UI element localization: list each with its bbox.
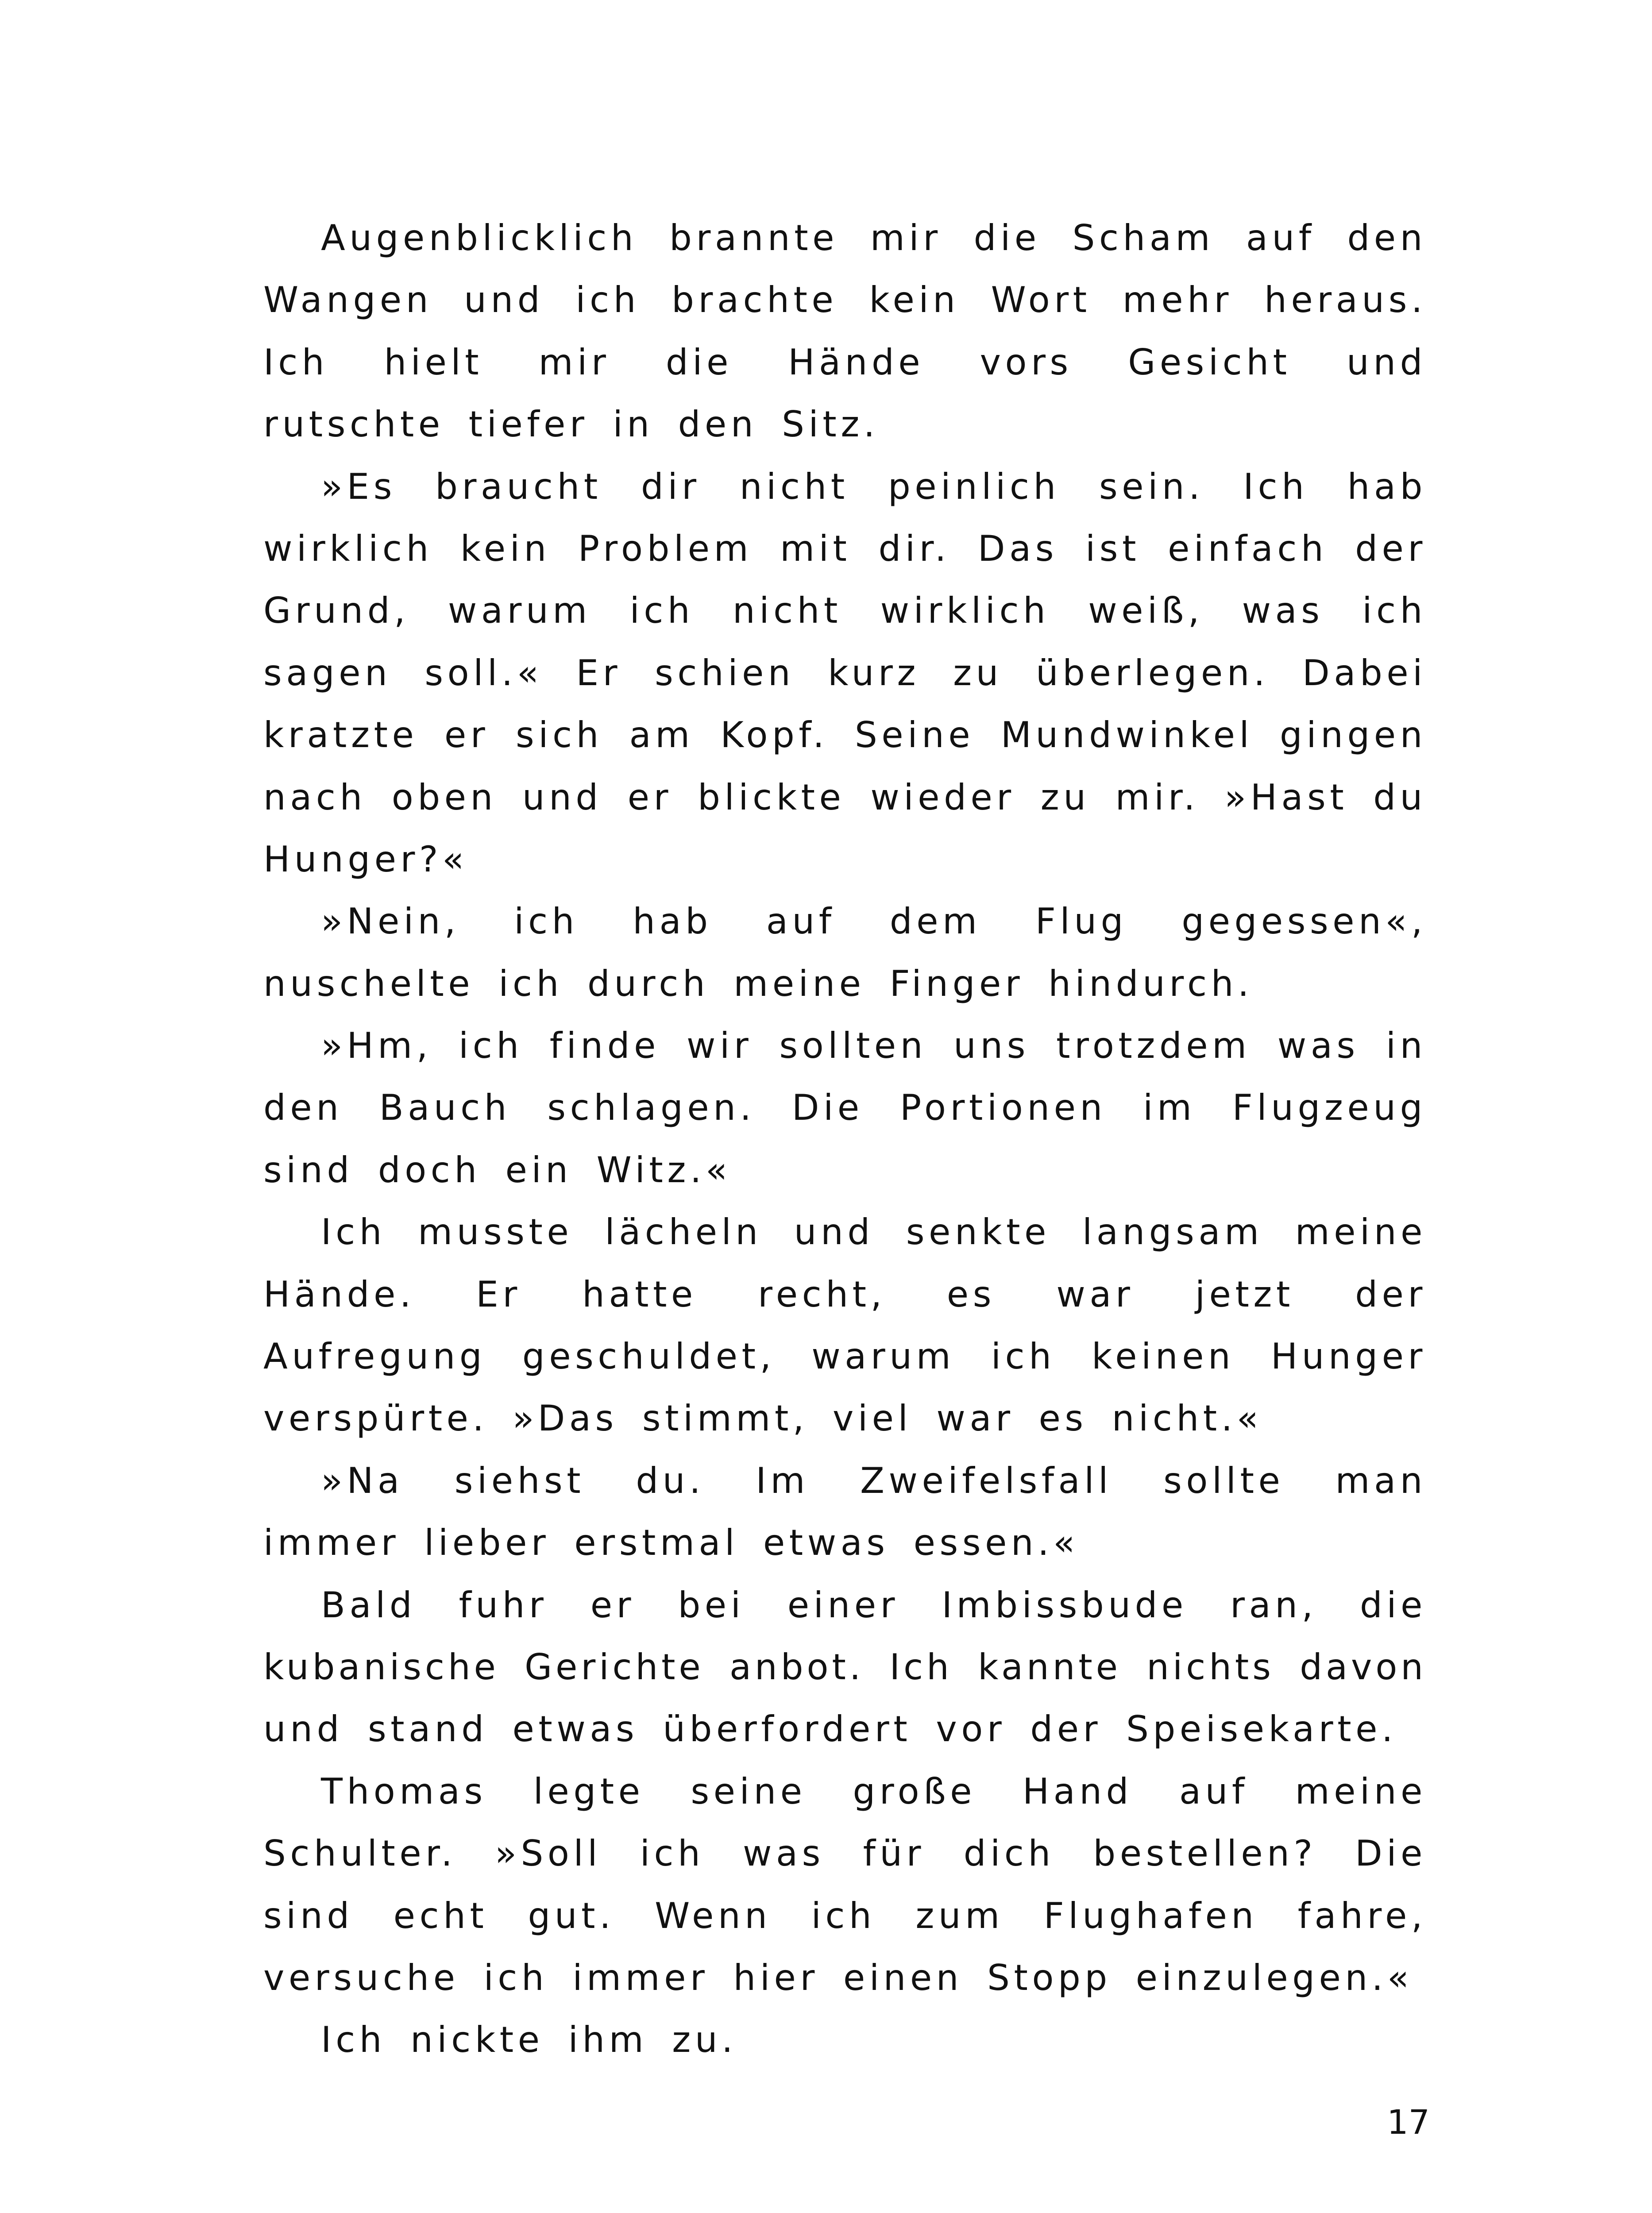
text-line: sind doch ein Witz.«: [263, 1149, 732, 1191]
text-line: Ich hielt mir die Hände vors Gesicht und: [263, 341, 1427, 383]
text-line: rutschte tiefer in den Sitz.: [263, 404, 879, 445]
text-line: nach oben und er blickte wieder zu mir. »Hast du: [263, 776, 1427, 818]
text-line: nuschelte ich durch meine Finger hindurch.: [263, 963, 1254, 1004]
text-line: versuche ich immer hier einen Stopp einzulegen.«: [263, 1957, 1413, 1998]
text-line: immer lieber erstmal etwas essen.«: [263, 1522, 1079, 1564]
text-line: verspürte. »Das stimmt, viel war es nicht.«: [263, 1398, 1263, 1439]
text-line: Ich nickte ihm zu.: [321, 2019, 737, 2061]
paragraph-7: [263, 1574, 1427, 1761]
paragraph-1: [263, 207, 1427, 456]
paragraph-5: [263, 1201, 1427, 1450]
paragraph-3: [263, 891, 1427, 1015]
text-line: wirklich kein Problem mit dir. Das ist einfach der: [263, 528, 1427, 569]
text-line: Grund, warum ich nicht wirklich weiß, was ich: [263, 590, 1427, 632]
paragraph-9: [263, 2009, 1427, 2071]
paragraph-4: [263, 1015, 1427, 1201]
text-line: sind echt gut. Wenn ich zum Flughafen fahre,: [263, 1895, 1427, 1936]
text-line: »Es braucht dir nicht peinlich sein. Ich hab: [321, 466, 1427, 507]
paragraph-8: [263, 1761, 1427, 2009]
text-line: Hände. Er hatte recht, es war jetzt der: [263, 1273, 1427, 1315]
text-line: »Hm, ich finde wir sollten uns trotzdem was in: [321, 1025, 1427, 1067]
paragraph-2: [263, 456, 1427, 891]
text-line: Aufregung geschuldet, warum ich keinen Hunger: [263, 1336, 1427, 1377]
text-line: Thomas legte seine große Hand auf meine: [321, 1770, 1427, 1812]
text-line: den Bauch schlagen. Die Portionen im Flugzeug: [263, 1087, 1427, 1129]
text-line: kratzte er sich am Kopf. Seine Mundwinkel gingen: [263, 714, 1427, 756]
text-line: und stand etwas überfordert vor der Speisekarte.: [263, 1708, 1397, 1750]
text-line: Ich musste lächeln und senkte langsam meine: [321, 1211, 1427, 1253]
text-line: Bald fuhr er bei einer Imbissbude ran, die: [321, 1584, 1427, 1626]
text-line: Hunger?«: [263, 838, 468, 880]
text-line: Augenblicklich brannte mir die Scham auf den: [321, 217, 1427, 258]
page-number: 17: [1387, 2102, 1430, 2142]
text-line: Wangen und ich brachte kein Wort mehr heraus.: [263, 279, 1427, 321]
text-line: sagen soll.« Er schien kurz zu überlegen. Dabei: [263, 652, 1427, 694]
paragraph-6: [263, 1450, 1427, 1574]
text-line: »Na siehst du. Im Zweifelsfall sollte man: [321, 1460, 1427, 1501]
text-line: kubanische Gerichte anbot. Ich kannte nichts davon: [263, 1646, 1427, 1688]
text-line: Schulter. »Soll ich was für dich bestellen? Die: [263, 1833, 1427, 1874]
body-text: [263, 207, 1427, 2071]
text-line: »Nein, ich hab auf dem Flug gegessen«,: [321, 901, 1427, 942]
